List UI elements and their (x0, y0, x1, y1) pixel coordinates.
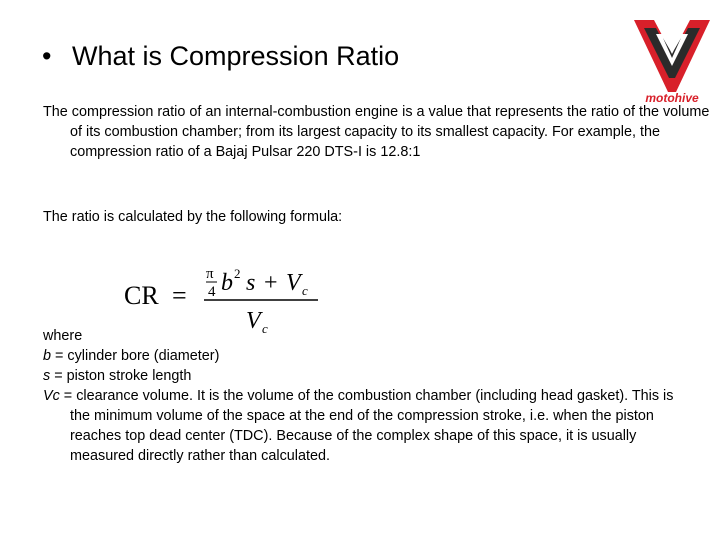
symbol-s: s (43, 368, 51, 384)
definition-vc (43, 386, 683, 466)
formula-b: b (221, 270, 233, 296)
definition-s (43, 366, 683, 386)
bullet-icon: • (42, 41, 52, 71)
title-text: What is Compression Ratio (72, 41, 400, 71)
formula-equals: = (172, 281, 187, 310)
definition-vc-text: = clearance volume. It is the volume of the combustion chamber (including head gasket). This is the minimum volume of the space at the end of the compression stroke, i.e. when the piston reaches top dead center (TDC). Because of the complex shape of this space, it is usually measured directly rather than calculated. (59, 388, 674, 464)
logo-wordmark: motohive (645, 91, 699, 105)
formula-b-squared: 2 (234, 266, 241, 281)
slide-title (42, 38, 399, 74)
intro-part1: The (43, 104, 72, 120)
definition-b (43, 346, 683, 366)
formula-intro: The ratio is calculated by the following formula: (43, 209, 343, 225)
intro-part2: of an internal-combustion engine is a value that represents the ratio of the volume of its combustion chamber; from its largest capacity to its smallest capacity. For example, the compression ratio of a Bajaj Pulsar 220 DTS-I is 12.8:1 (70, 104, 710, 160)
formula-lhs: CR (124, 281, 159, 310)
symbol-vc: Vc (43, 388, 60, 404)
formula-pi: π (206, 266, 214, 282)
formula-s: s (246, 270, 256, 296)
intro-term: compression ratio (71, 104, 186, 120)
definitions (43, 326, 683, 466)
formula-vc-den: V (246, 308, 261, 334)
compression-ratio-formula (122, 256, 322, 336)
formula-plus: + (264, 270, 278, 296)
formula-vc-num-sub: c (302, 283, 308, 298)
formula-four: 4 (208, 284, 216, 300)
where-label: where (43, 328, 83, 344)
definition-s-text: = piston stroke length (50, 368, 192, 384)
motohive-logo (626, 14, 718, 106)
formula-vc-den-sub: c (262, 321, 268, 336)
definition-b-text: = cylinder bore (diameter) (51, 348, 220, 364)
symbol-b: b (43, 348, 52, 364)
formula-vc-num: V (286, 270, 301, 296)
intro-paragraph (43, 102, 710, 162)
